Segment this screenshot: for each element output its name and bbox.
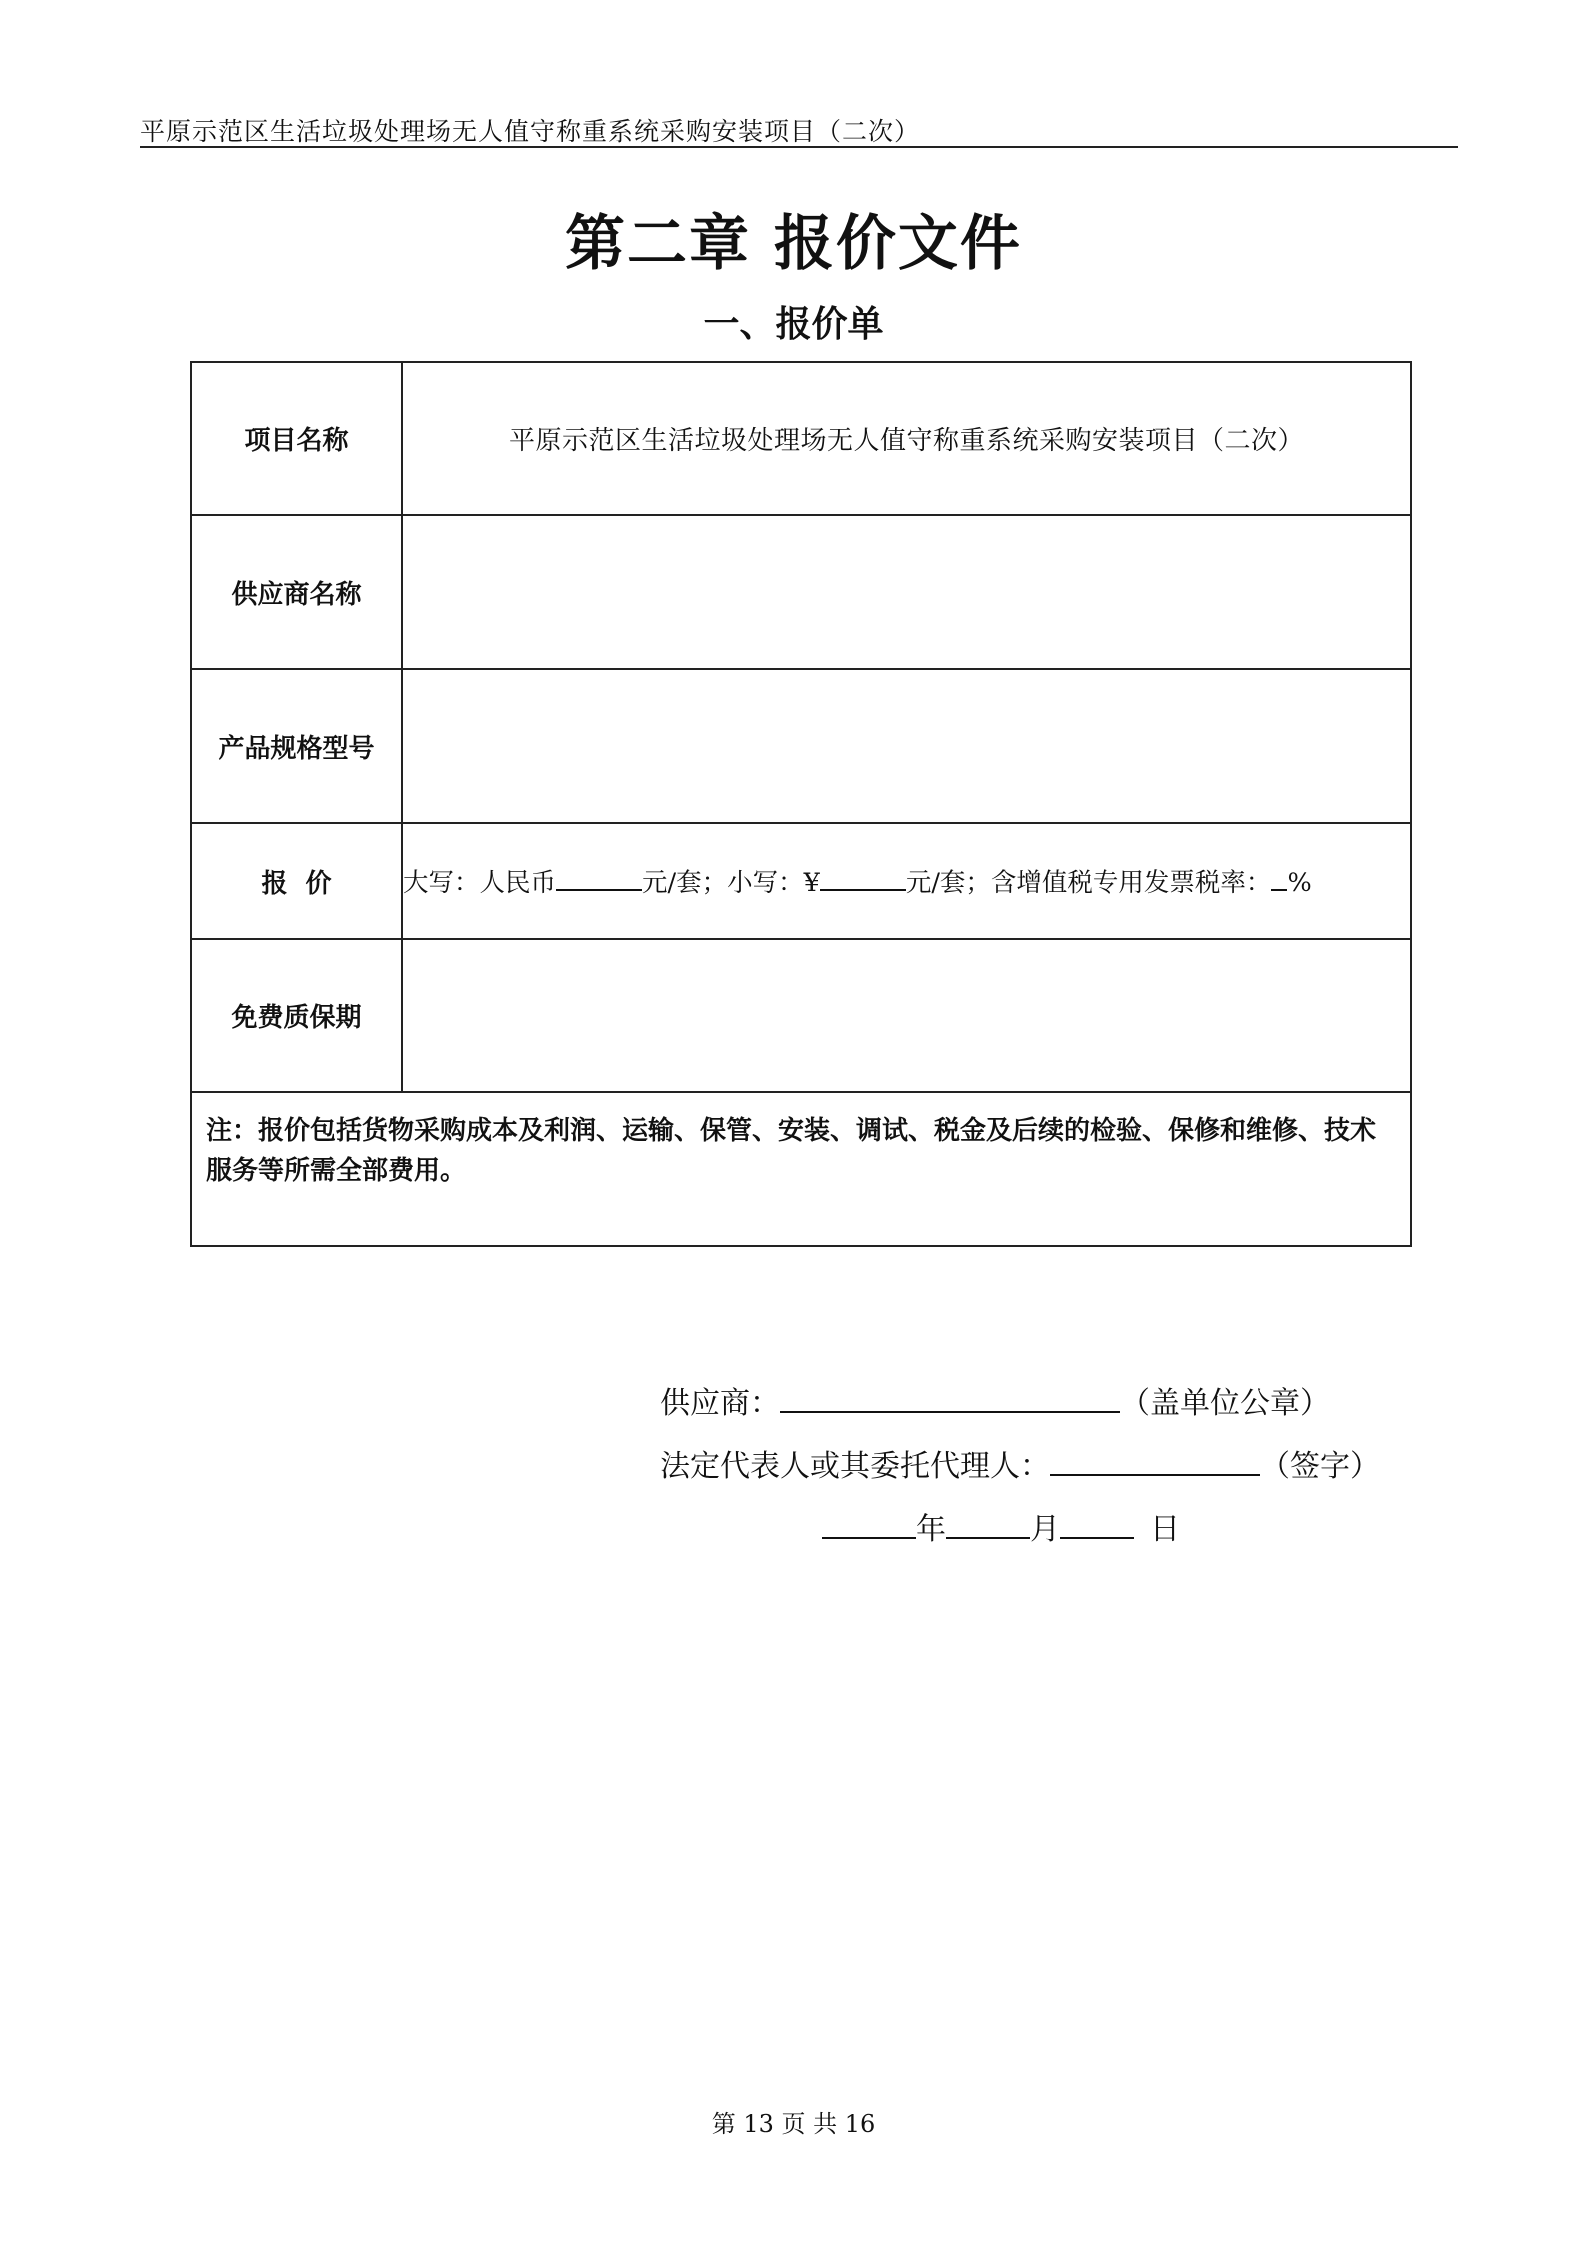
table-row-warranty — [191, 939, 1411, 1092]
price-unit-2: 元/套；含增值税专用发票税率： — [905, 868, 1272, 898]
tax-rate-blank[interactable] — [1271, 867, 1287, 891]
representative-label: 法定代表人或其委托代理人： — [660, 1449, 1050, 1484]
seal-note: （盖单位公章） — [1120, 1386, 1330, 1421]
price-label-text: 报 价 — [261, 868, 332, 899]
note-cell — [191, 1092, 1411, 1246]
section-title: 一、报价单 — [703, 303, 884, 345]
month-label: 月 — [1030, 1512, 1060, 1547]
table-row-model — [191, 669, 1411, 823]
table-row-project-name — [191, 362, 1411, 515]
page-number: 第 13 页 共 16 — [711, 2110, 876, 2138]
table-row-price — [191, 823, 1411, 939]
supplier-name-value[interactable] — [402, 515, 1411, 669]
supplier-signature-line — [660, 1378, 1330, 1422]
table-row-note — [191, 1092, 1411, 1246]
price-uppercase-blank[interactable] — [556, 867, 642, 891]
sign-note: （签字） — [1260, 1449, 1380, 1484]
model-label: 产品规格型号 — [191, 669, 402, 823]
day-blank[interactable] — [1060, 1509, 1134, 1539]
month-blank[interactable] — [946, 1509, 1030, 1539]
warranty-label: 免费质保期 — [191, 939, 402, 1092]
project-name-label: 项目名称 — [191, 362, 402, 515]
price-label — [191, 823, 402, 939]
supplier-name-label: 供应商名称 — [191, 515, 402, 669]
year-blank[interactable] — [822, 1509, 916, 1539]
representative-signature-line — [660, 1441, 1380, 1485]
price-lowercase-blank[interactable] — [820, 867, 906, 891]
date-line — [822, 1504, 1180, 1548]
representative-signature-blank[interactable] — [1050, 1446, 1260, 1476]
year-label: 年 — [916, 1512, 946, 1547]
table-row-supplier-name — [191, 515, 1411, 669]
model-value[interactable] — [402, 669, 1411, 823]
price-unit-1: 元/套；小写：¥ — [642, 868, 820, 898]
running-header: 平原示范区生活垃圾处理场无人值守称重系统采购安装项目（二次） — [140, 117, 921, 146]
header-rule — [140, 146, 1458, 148]
note-text: 注：报价包括货物采购成本及利润、运输、保管、安装、调试、税金及后续的检验、保修和维修、技术服务等所需全部费用。 — [206, 1116, 1377, 1186]
day-label: 日 — [1150, 1512, 1180, 1547]
chapter-title: 第二章 报价文件 — [565, 209, 1022, 279]
supplier-signature-label: 供应商： — [660, 1386, 780, 1421]
supplier-signature-blank[interactable] — [780, 1383, 1120, 1413]
quote-table — [190, 361, 1412, 1247]
price-uppercase-prefix: 大写：人民币 — [403, 868, 557, 898]
project-name-value: 平原示范区生活垃圾处理场无人值守称重系统采购安装项目（二次） — [402, 362, 1411, 515]
percent-sign: % — [1287, 868, 1312, 898]
price-value — [402, 823, 1411, 939]
warranty-value[interactable] — [402, 939, 1411, 1092]
